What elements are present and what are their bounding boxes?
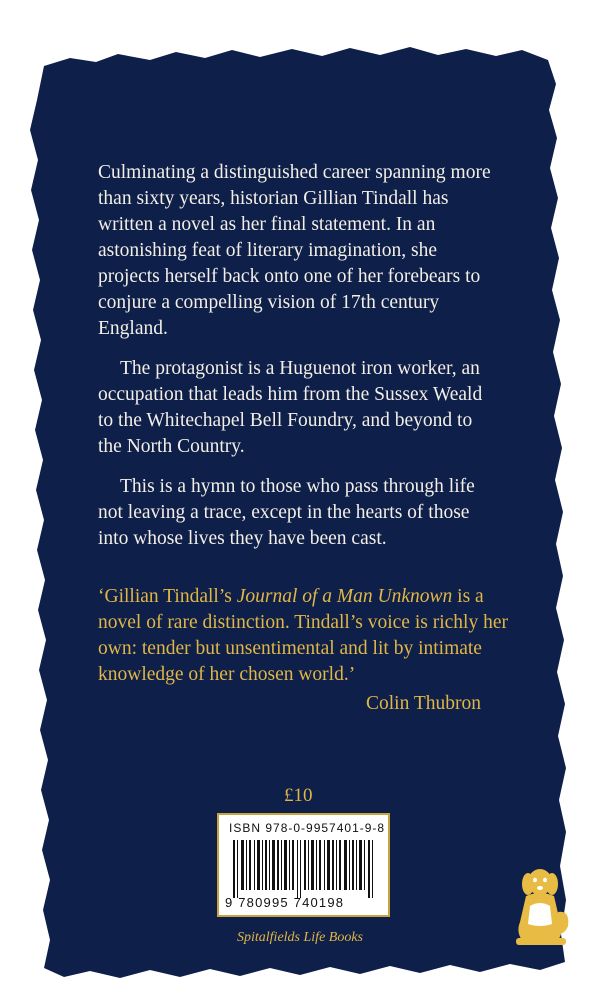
isbn-label: ISBN 978-0-9957401-9-8 [229,821,386,835]
ean-digits: 9 780995 740198 [225,895,345,910]
review-quote [98,584,508,688]
publisher-name: Spitalfields Life Books [237,930,363,945]
review-attribution: Colin Thubron [366,693,482,714]
barcode-box [217,813,390,917]
blurb-paragraph-1: Culminating a distinguished career spanning more than sixty years, historian Gillian Tindall has written a novel as her final statement. In an astonishing feat of literary imagination, she projects herself back onto one of her forebears to conjure a compelling vision of 17th century England. [98,162,491,339]
blurb-paragraph-2: The protagonist is a Huguenot iron worker, an occupation that leads him from the Sussex Weald to the Whitechapel Bell Foundry, and beyond to the North Country. [98,358,483,457]
review-quote-rest: is a novel of rare distinction. Tindall’s voice is richly her own: tender but unsentimental and lit by intimate knowledge of her chosen world.’ [98,586,508,685]
price: £10 [284,785,313,806]
review-book-title: Journal of a Man Unknown [236,586,453,607]
review-quote-open: ‘Gillian Tindall’s [98,586,237,607]
blurb-paragraph-3: This is a hymn to those who pass through life not leaving a trace, except in the hearts of those into whose lives they have been cast. [98,476,475,549]
porcelain-dog-icon [508,862,574,948]
